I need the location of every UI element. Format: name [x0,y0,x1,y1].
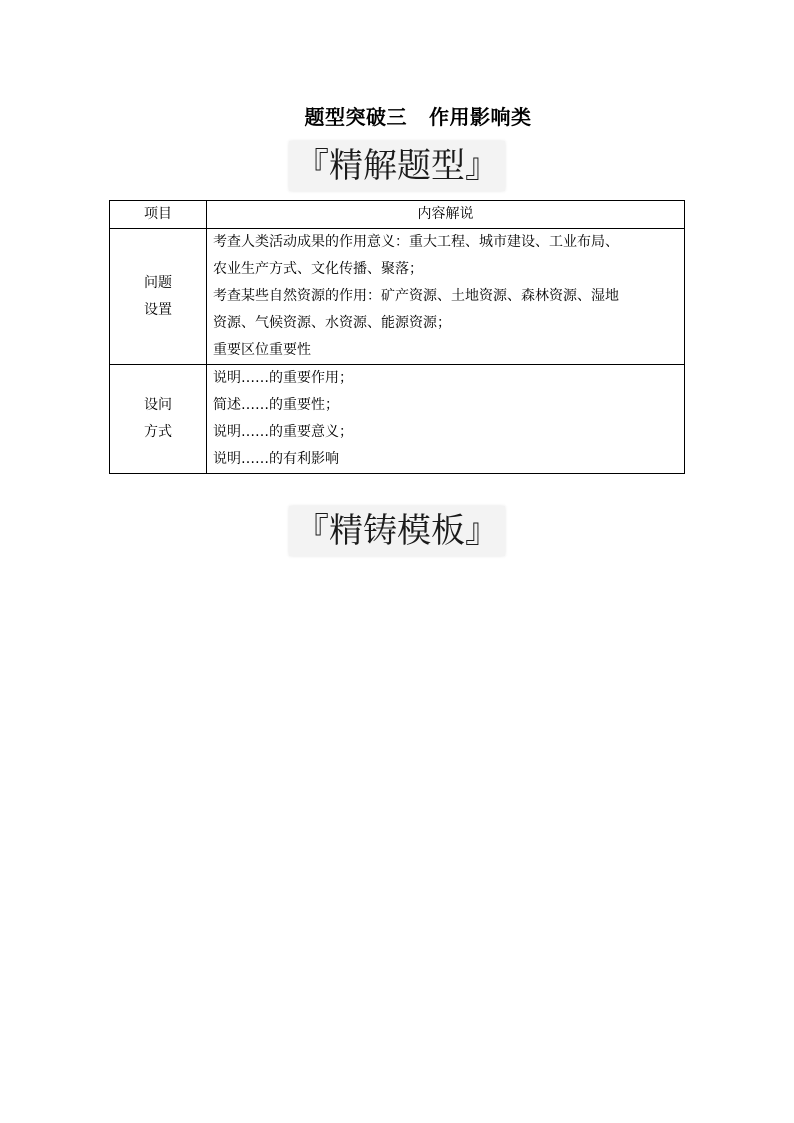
title-part-2: 作用影响类 [429,105,532,129]
row-label-cell [110,229,207,365]
banner-text: 『精铸模板』 [289,506,505,556]
table-row [110,365,685,474]
column-header-content: 内容解说 [207,201,685,229]
section-banner-jingjie [0,141,794,191]
title-part-1: 题型突破三 [304,105,407,129]
content-line: 说明……的重要意义； [213,424,353,440]
content-line: 说明……的重要作用； [213,370,353,386]
content-line: 农业生产方式、文化传播、聚落； [213,261,423,277]
row-label-line: 问题 [144,274,172,291]
row-label-line: 方式 [144,424,172,440]
table-row [110,229,685,365]
row-label-line: 设置 [144,301,172,318]
table-header-row [110,201,685,229]
column-header-item: 项目 [110,201,207,229]
page-title [0,101,794,133]
banner-text: 『精解题型』 [289,141,505,191]
content-line: 资源、气候资源、水资源、能源资源； [213,315,451,331]
content-line: 说明……的有利影响 [213,451,339,467]
row-label-line: 设问 [144,397,172,413]
content-line: 重要区位重要性 [213,342,311,358]
row-content-cell [207,229,685,365]
content-line: 简述……的重要性； [213,397,339,413]
section-banner-jingzhu [0,506,794,556]
content-line: 考查某些自然资源的作用：矿产资源、土地资源、森林资源、湿地 [213,288,619,304]
row-content-cell [207,365,685,474]
content-table [109,200,685,474]
content-line: 考查人类活动成果的作用意义：重大工程、城市建设、工业布局、 [213,234,619,250]
row-label-cell [110,365,207,474]
